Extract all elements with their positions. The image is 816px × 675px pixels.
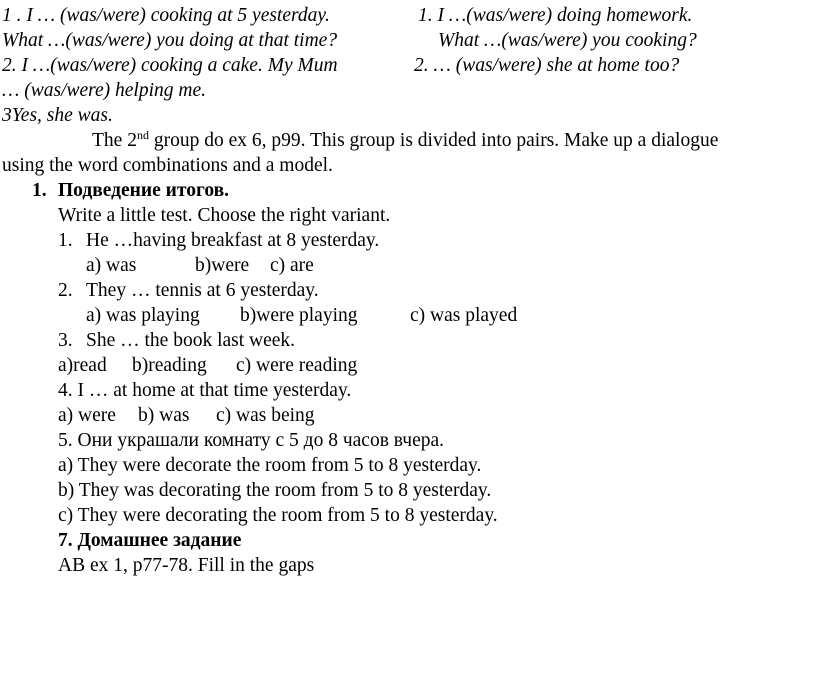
dialogue-left-line-3: 2. I …(was/were) cooking a cake. My Mum xyxy=(2,55,338,76)
question-3-text: She … the book last week. xyxy=(86,330,296,351)
question-3-option-c: c) were reading xyxy=(236,355,358,376)
test-intro: Write a little test. Choose the right variant. xyxy=(58,205,391,226)
question-5-text: 5. Они украшали комнату с 5 до 8 часов вчера. xyxy=(58,430,445,451)
question-3-number: 3. xyxy=(58,330,73,351)
homework-heading: 7. Домашнее задание xyxy=(58,530,242,551)
dialogue-left-line-2: What …(was/were) you doing at that time? xyxy=(2,30,338,51)
question-2-option-a: a) was playing xyxy=(86,305,200,326)
question-5-option-b: b) They was decorating the room from 5 to 8 yesterday. xyxy=(58,480,492,501)
question-5-option-a: a) They were decorate the room from 5 to 8 yesterday. xyxy=(58,455,482,476)
question-2-option-c: c) was played xyxy=(410,305,518,326)
question-1-option-c: c) are xyxy=(270,255,314,276)
question-1-option-b: b)were xyxy=(195,255,250,276)
group-task-line-1: The 2nd group do ex 6, p99. This group is divided into pairs. Make up a dialogue xyxy=(92,128,719,151)
dialogue-left-line-1: 1 . I … (was/were) cooking at 5 yesterday. xyxy=(2,5,330,26)
summary-heading: Подведение итогов. xyxy=(58,180,230,201)
question-4-option-a: a) were xyxy=(58,405,116,426)
question-4-text: 4. I … at home at that time yesterday. xyxy=(58,380,352,401)
question-2-option-b: b)were playing xyxy=(240,305,358,326)
homework-text: AB ex 1, p77-78. Fill in the gaps xyxy=(58,555,315,576)
dialogue-left-line-5: 3Yes, she was. xyxy=(2,105,113,126)
question-4-option-c: c) was being xyxy=(216,405,315,426)
group-task-line-2: using the word combinations and a model. xyxy=(2,155,333,176)
dialogue-left-line-4: … (was/were) helping me. xyxy=(2,80,206,101)
question-1-text: He …having breakfast at 8 yesterday. xyxy=(86,230,380,251)
question-1-option-a: a) was xyxy=(86,255,137,276)
question-3-option-b: b)reading xyxy=(132,355,207,376)
summary-heading-number: 1. xyxy=(32,180,47,201)
question-2-number: 2. xyxy=(58,280,73,301)
dialogue-right-line-3: 2. … (was/were) she at home too? xyxy=(414,55,680,76)
question-5-option-c: c) They were decorating the room from 5 to 8 yesterday. xyxy=(58,505,498,526)
question-2-text: They … tennis at 6 yesterday. xyxy=(86,280,319,301)
dialogue-right-line-2: What …(was/were) you cooking? xyxy=(438,30,697,51)
ordinal-suffix: nd xyxy=(136,128,149,142)
question-3-option-a: a)read xyxy=(58,355,107,376)
question-4-option-b: b) was xyxy=(138,405,190,426)
question-1-number: 1. xyxy=(58,230,73,251)
dialogue-right-line-1: 1. I …(was/were) doing homework. xyxy=(418,5,693,26)
